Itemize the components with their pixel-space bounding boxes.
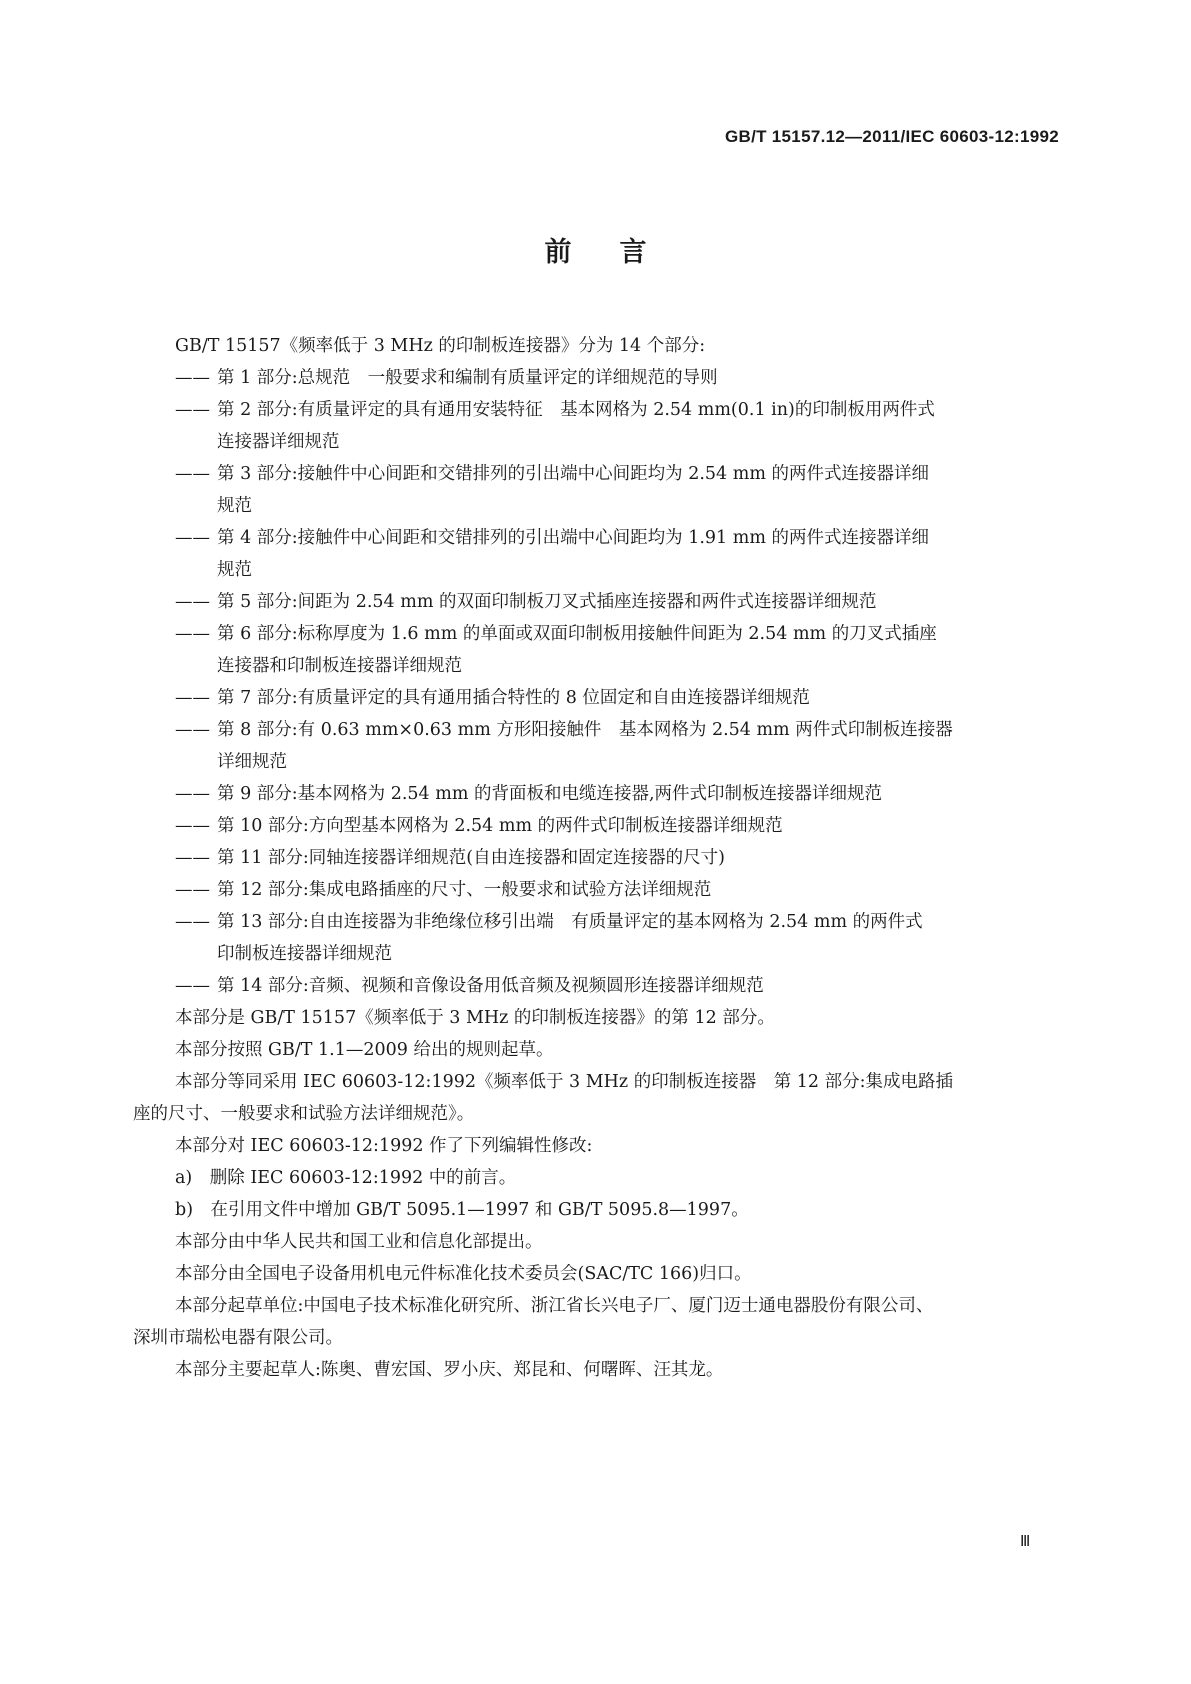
dash-marker: —— <box>175 720 210 740</box>
list-item <box>175 842 1055 874</box>
dash-marker: —— <box>175 912 210 932</box>
paragraph-drafting-rules: 本部分按照 GB/T 1.1—2009 给出的规则起草。 <box>175 1040 554 1060</box>
list-item-text: 第 13 部分:自由连接器为非绝缘位移引出端 有质量评定的基本网格为 2.54 mm 的两件式 <box>217 912 923 932</box>
dash-marker: —— <box>175 976 210 996</box>
dash-marker: —— <box>175 592 210 612</box>
list-item-text: 第 3 部分:接触件中心间距和交错排列的引出端中心间距均为 2.54 mm 的两件式连接器详细 <box>217 464 929 484</box>
dash-marker: —— <box>175 400 210 420</box>
list-item <box>175 586 1055 618</box>
list-item-text: 第 14 部分:音频、视频和音像设备用低音频及视频圆形连接器详细规范 <box>217 976 764 996</box>
list-item-text: 第 4 部分:接触件中心间距和交错排列的引出端中心间距均为 1.91 mm 的两件式连接器详细 <box>217 528 929 548</box>
list-item-text: 第 6 部分:标称厚度为 1.6 mm 的单面或双面印制板用接触件间距为 2.54 mm 的刀叉式插座 <box>217 624 937 644</box>
list-item-continuation: 连接器详细规范 <box>217 432 340 452</box>
list-item <box>175 906 1055 970</box>
list-item-text: 第 10 部分:方向型基本网格为 2.54 mm 的两件式印制板连接器详细规范 <box>217 816 783 836</box>
paragraph-adoption: 本部分等同采用 IEC 60603-12:1992《频率低于 3 MHz 的印制板连接器 第 12 部分:集成电路插 <box>175 1072 953 1092</box>
dash-marker: —— <box>175 368 210 388</box>
intro-paragraph: GB/T 15157《频率低于 3 MHz 的印制板连接器》分为 14 个部分: <box>175 336 706 356</box>
standard-code-header: GB/T 15157.12—2011/IEC 60603-12:1992 <box>724 127 1059 146</box>
list-item-text: 第 7 部分:有质量评定的具有通用插合特性的 8 位固定和自由连接器详细规范 <box>217 688 810 708</box>
list-item-continuation: 规范 <box>217 496 252 516</box>
list-item <box>175 682 1055 714</box>
dash-marker: —— <box>175 816 210 836</box>
list-item <box>175 874 1055 906</box>
list-item-continuation: 详细规范 <box>217 752 287 772</box>
list-item <box>175 458 1055 522</box>
dash-marker: —— <box>175 848 210 868</box>
dash-marker: —— <box>175 784 210 804</box>
paragraph-adoption-continuation: 座的尺寸、一般要求和试验方法详细规范》。 <box>133 1104 475 1124</box>
page-number: Ⅲ <box>1020 1532 1031 1550</box>
list-item <box>175 522 1055 586</box>
list-item-continuation: 印制板连接器详细规范 <box>217 944 392 964</box>
paragraph-drafters: 本部分主要起草人:陈奥、曹宏国、罗小庆、郑昆和、何曙晖、汪其龙。 <box>175 1360 724 1380</box>
list-item <box>175 362 1055 394</box>
list-item-text: 第 12 部分:集成电路插座的尺寸、一般要求和试验方法详细规范 <box>217 880 712 900</box>
dash-marker: —— <box>175 624 210 644</box>
paragraph-drafting-units: 本部分起草单位:中国电子技术标准化研究所、浙江省长兴电子厂、厦门迈士通电器股份有限公司、 <box>175 1296 934 1316</box>
paragraph-proposer: 本部分由中华人民共和国工业和信息化部提出。 <box>175 1232 543 1252</box>
foreword-body <box>133 330 1055 1386</box>
list-item-continuation: 连接器和印制板连接器详细规范 <box>217 656 462 676</box>
list-item <box>175 618 1055 682</box>
paragraph-part-number: 本部分是 GB/T 15157《频率低于 3 MHz 的印制板连接器》的第 12 部分。 <box>175 1008 775 1028</box>
list-item <box>175 970 1055 1002</box>
list-item-text: 第 8 部分:有 0.63 mm×0.63 mm 方形阳接触件 基本网格为 2.54 mm 两件式印制板连接器 <box>217 720 953 740</box>
dash-marker: —— <box>175 880 210 900</box>
paragraph-committee: 本部分由全国电子设备用机电元件标准化技术委员会(SAC/TC 166)归口。 <box>175 1264 752 1284</box>
list-item-text: 第 5 部分:间距为 2.54 mm 的双面印制板刀叉式插座连接器和两件式连接器详细规范 <box>217 592 877 612</box>
list-item <box>175 394 1055 458</box>
dash-marker: —— <box>175 688 210 708</box>
list-item-text: 第 2 部分:有质量评定的具有通用安装特征 基本网格为 2.54 mm(0.1 in)的印制板用两件式 <box>217 400 935 420</box>
dash-marker: —— <box>175 464 210 484</box>
list-item <box>175 778 1055 810</box>
list-item <box>175 810 1055 842</box>
parts-list <box>175 362 1055 1002</box>
page-title: 前言 <box>544 237 695 268</box>
paragraph-drafting-units-continuation: 深圳市瑞松电器有限公司。 <box>133 1328 343 1348</box>
list-item-text: 第 9 部分:基本网格为 2.54 mm 的背面板和电缆连接器,两件式印制板连接器详细规范 <box>217 784 883 804</box>
edit-item-b: b) 在引用文件中增加 GB/T 5095.1—1997 和 GB/T 5095.8—1997。 <box>175 1200 749 1220</box>
dash-marker: —— <box>175 528 210 548</box>
edit-item-a: a) 删除 IEC 60603-12:1992 中的前言。 <box>175 1168 517 1188</box>
list-item-text: 第 1 部分:总规范 一般要求和编制有质量评定的详细规范的导则 <box>217 368 718 388</box>
paragraph-edits: 本部分对 IEC 60603-12:1992 作了下列编辑性修改: <box>175 1136 593 1156</box>
list-item-continuation: 规范 <box>217 560 252 580</box>
list-item <box>175 714 1055 778</box>
list-item-text: 第 11 部分:同轴连接器详细规范(自由连接器和固定连接器的尺寸) <box>217 848 725 868</box>
